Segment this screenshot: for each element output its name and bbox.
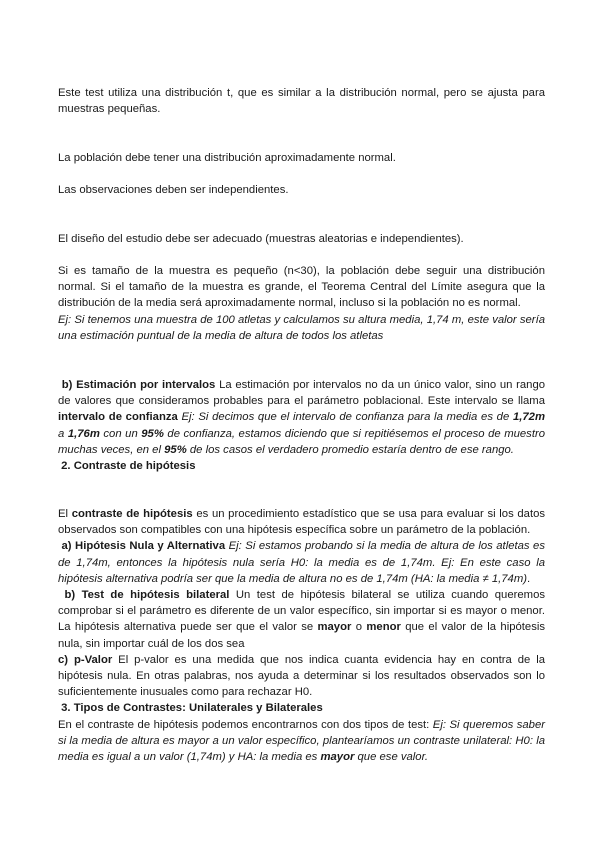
bilateral-menor: menor [366, 621, 401, 634]
confidence-interval-term: intervalo de confianza [58, 411, 178, 424]
hypothesis-testing-term: contraste de hipótesis [71, 508, 193, 520]
bilateral-mayor: mayor [317, 621, 352, 634]
section-3-heading: 3. Tipos de Contrastes: Unilaterales y Bilaterales [61, 702, 323, 715]
unilateral-example-1: Ej: Si queremos saber si la media de altura es mayor a un valor específico, plantearíamos un contraste unilateral: H0: la media es igual a un valor (1,74m) y HA: la media es [58, 718, 546, 764]
test-types-text: En el contraste de hipótesis podemos encontrarnos con dos tipos de test: [58, 718, 433, 731]
bilateral-test-heading: b) Test de hipótesis bilateral [64, 589, 230, 602]
interval-example-4: de confianza, estamos diciendo que si repitiésemos el proceso de muestro muchas veces, en el [58, 427, 546, 456]
study-design-requirement: El diseño del estudio debe ser adecuado (muestras aleatorias e independientes). [58, 233, 464, 245]
requirement-independent: Las observaciones deben ser independientes. [58, 184, 289, 196]
null-alternative-heading: a) Hipótesis Nula y Alternativa [61, 540, 226, 553]
sample-size-block [58, 263, 545, 344]
confidence-level-repeat: 95% [164, 443, 187, 456]
section-2-heading: 2. Contraste de hipótesis [61, 460, 196, 473]
interval-heading: b) Estimación por intervalos [61, 379, 216, 391]
def-pre: El [58, 508, 72, 520]
null-alternative-example: Ej: Si estamos probando si la media de altura de los atletas es de 1,74m, entonces la hipótesis nula sería H0: la media es de 1,74m. Ej: En este caso la hipótesis alternativa podría ser que la media de altura no es de 1,74m (HA: la media ≠ 1,74m) [58, 540, 545, 585]
unilateral-mayor: mayor [320, 751, 355, 764]
interval-text: La estimación por intervalos no da un único valor, sino un rango de valores que consideramos probables para el parámetro poblacional. Este intervalo se llama [58, 379, 546, 408]
hypothesis-testing-definition: es un procedimiento estadístico que se usa para evaluar si los datos observados son compatibles con una hipótesis específica sobre un parámetro de la población. [58, 508, 546, 537]
unilateral-example-2: que ese valor. [354, 751, 429, 764]
interval-example-3: con un [99, 427, 142, 440]
p-value-text: El p-valor es una medida que nos indica cuanta evidencia hay en contra de la hipótesis nula. En otras palabras, nos ayuda a determinar si los resultados observados son lo suficientemente inusuales como para rechazar H0. [58, 653, 545, 699]
interval-example-2: a [58, 427, 68, 440]
interval-low-value: 1,72m [512, 411, 545, 424]
interval-example-1: Ej: Si decimos que el intervalo de confianza para la media es de [177, 411, 513, 424]
interval-high-value: 1,76m [67, 427, 100, 440]
sample-size-text: Si es tamaño de la muestra es pequeño (n<30), la población debe seguir una distribución normal. Si el tamaño de la muestra es grande, el Teorema Central del Límite asegura que la distribución de la media será aproximadamente normal, incluso si la población no es normal. [58, 265, 545, 310]
requirement-normal: La población debe tener una distribución aproximadamente normal. [58, 152, 396, 164]
confidence-level: 95% [141, 427, 164, 440]
bilateral-text-2: que el valor de la hipótesis nula, sin importar cuál de los dos sea [58, 621, 546, 650]
point-estimate-example: Ej: Si tenemos una muestra de 100 atletas y calculamos su altura media, 1,74 m, este valor sería una estimación puntual de la media de altura de todos los atletas [58, 313, 545, 342]
interval-estimation-paragraph [58, 377, 545, 474]
p-value-heading: c) p-Valor [58, 653, 113, 666]
period: . [527, 572, 531, 585]
t-distribution-intro: Este test utiliza una distribución t, que es similar a la distribución normal, pero se ajusta para muestras pequeñas. [58, 87, 545, 116]
hypothesis-testing-block [58, 506, 545, 765]
interval-example-5: de los casos el verdadero promedio estaría dentro de ese rango. [186, 443, 514, 456]
bilateral-o: o [351, 621, 367, 634]
bilateral-text-1: Un test de hipótesis bilateral se utiliza cuando queremos comprobar si el parámetro es diferente de un valor específico, sin importar si es mayor o menor. La hipótesis alternativa puede ser que el valor se [58, 589, 546, 634]
